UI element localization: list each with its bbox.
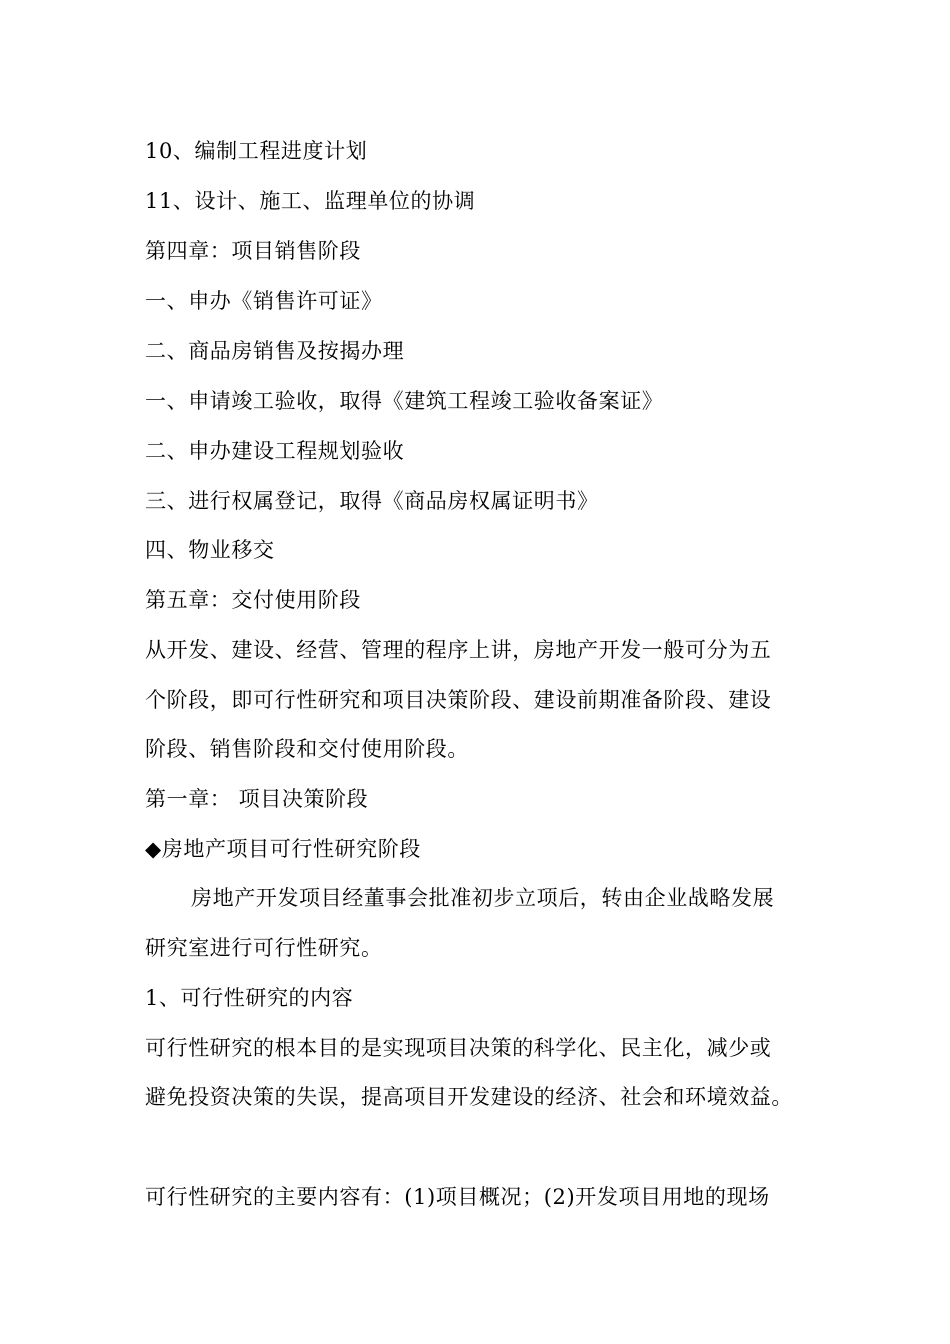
- text-line: 四、物业移交: [145, 538, 275, 562]
- section-heading: ◆房地产项目可行性研究阶段: [145, 837, 421, 861]
- paragraph-line: 研究室进行可行性研究。: [145, 936, 383, 960]
- paragraph-line: 个阶段，即可行性研究和项目决策阶段、建设前期准备阶段、建设: [145, 688, 772, 712]
- paragraph-line: 从开发、建设、经营、管理的程序上讲，房地产开发一般可分为五: [145, 638, 772, 662]
- text-line: 三、进行权属登记，取得《商品房权属证明书》: [145, 489, 599, 513]
- text-line: 11、设计、施工、监理单位的协调: [145, 189, 476, 213]
- chapter-heading: 第一章： 项目决策阶段: [145, 787, 369, 811]
- text-line: 一、申请竣工验收，取得《建筑工程竣工验收备案证》: [145, 389, 664, 413]
- paragraph-line: 可行性研究的主要内容有：(1)项目概况；(2)开发项目用地的现场: [145, 1185, 770, 1209]
- section-heading: 1、可行性研究的内容: [145, 986, 354, 1010]
- chapter-heading: 第五章：交付使用阶段: [145, 588, 361, 612]
- text-line: 一、申办《销售许可证》: [145, 289, 383, 313]
- paragraph-line: 可行性研究的根本目的是实现项目决策的科学化、民主化，减少或: [145, 1036, 772, 1060]
- paragraph-line: 房地产开发项目经董事会批准初步立项后，转由企业战略发展: [191, 886, 775, 910]
- paragraph-line: 阶段、销售阶段和交付使用阶段。: [145, 737, 469, 761]
- text-line: 二、商品房销售及按揭办理: [145, 339, 405, 363]
- chapter-heading: 第四章：项目销售阶段: [145, 239, 361, 263]
- text-line: 10、编制工程进度计划: [145, 139, 368, 163]
- text-line: 二、申办建设工程规划验收: [145, 439, 405, 463]
- paragraph-line: 避免投资决策的失误，提高项目开发建设的经济、社会和环境效益。: [145, 1085, 793, 1109]
